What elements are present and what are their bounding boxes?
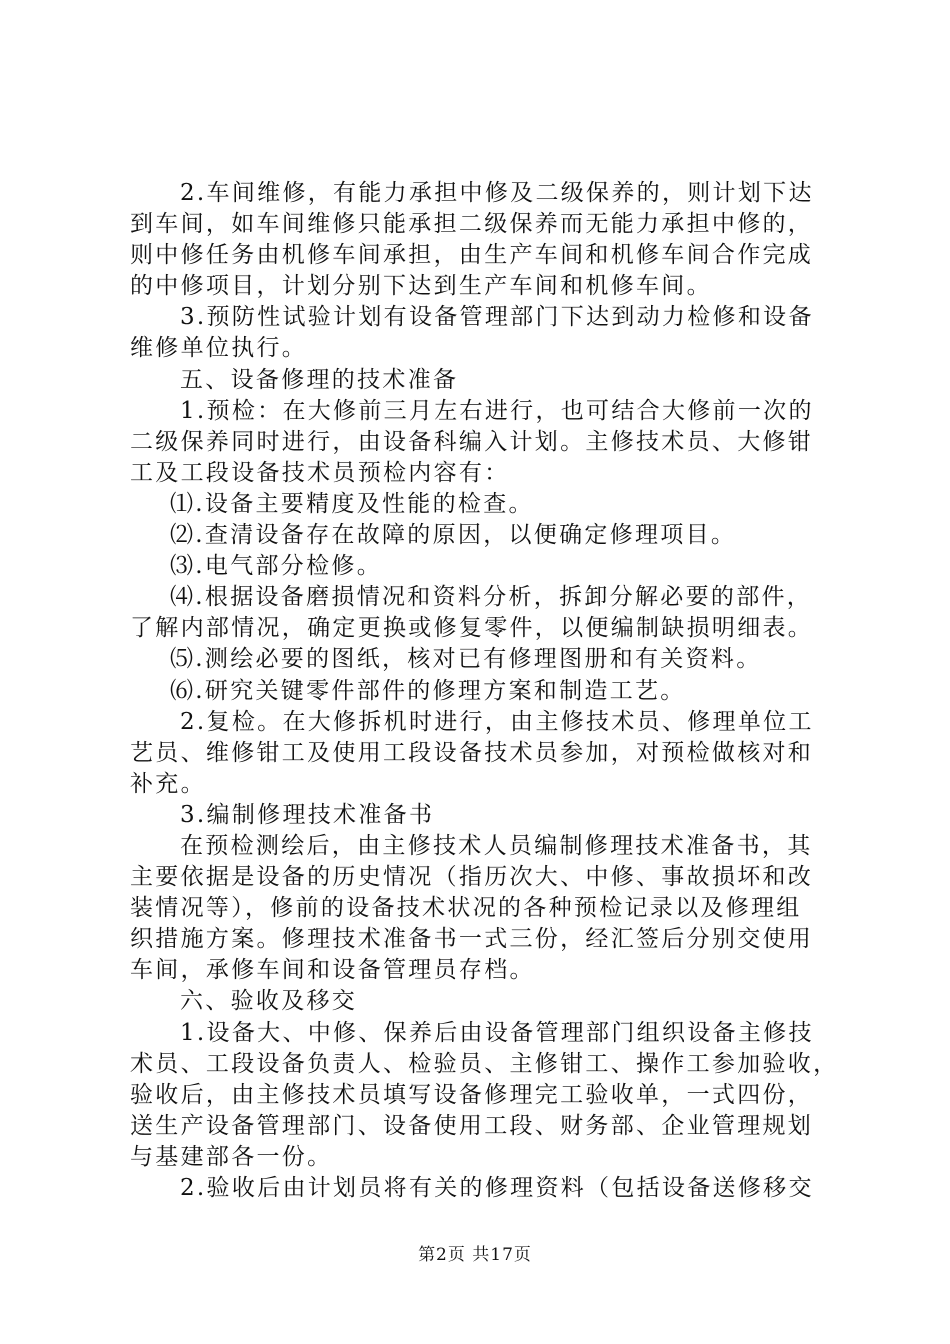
text-line: 2.车间维修，有能力承担中修及二级保养的，则计划下达 [180, 180, 814, 206]
subsection-heading: 3.编制修理技术准备书 [180, 801, 435, 828]
text-line: 维修单位执行。 [130, 335, 308, 362]
text-line: 装情况等），修前的设备技术状况的各种预检记录以及修理组 [130, 895, 802, 922]
text-line: 3.预防性试验计划有设备管理部门下达到动力检修和设备 [180, 304, 814, 331]
document-body [130, 178, 839, 1204]
text-line: 与基建部各一份。 [130, 1143, 333, 1170]
text-line: 到车间，如车间维修只能承担二级保养而无能力承担中修的， [130, 211, 814, 238]
text-line: 二级保养同时进行，由设备科编入计划。主修技术员、大修钳 [130, 428, 814, 455]
text-line: 2.验收后由计划员将有关的修理资料（包括设备送修移交 [180, 1175, 814, 1201]
text-line: 验收后，由主修技术员填写设备修理完工验收单，一式四份， [130, 1081, 814, 1108]
text-line: 2.复检。在大修拆机时进行，由主修技术员、修理单位工 [180, 708, 814, 735]
section-heading: 六、验收及移交 [180, 988, 358, 1015]
text-line: 在预检测绘后，由主修技术人员编制修理技术准备书，其 [180, 832, 813, 859]
text-line: 补充。 [130, 770, 206, 797]
list-item: ⑴.设备主要精度及性能的检查。 [170, 490, 534, 517]
text-line: 的中修项目，计划分别下达到生产车间和机修车间。 [130, 273, 712, 300]
list-item: ⑹.研究关键零件部件的修理方案和制造工艺。 [170, 677, 686, 704]
text-line: 则中修任务由机修车间承担，由生产车间和机修车间合作完成 [130, 242, 814, 269]
list-item: ⑷.根据设备磨损情况和资料分析，拆卸分解必要的部件， [170, 584, 813, 611]
list-item: ⑵.查清设备存在故障的原因，以便确定修理项目。 [170, 522, 737, 549]
text-line: 工及工段设备技术员预检内容有： [130, 459, 510, 486]
text-line: 艺员、维修钳工及使用工段设备技术员参加，对预检做核对和 [130, 739, 814, 766]
section-heading: 五、设备修理的技术准备 [180, 366, 459, 393]
list-item: ⑶.电气部分检修。 [170, 553, 383, 580]
text-line: 车间，承修车间和设备管理员存档。 [130, 957, 535, 984]
text-line: 术员、工段设备负责人、检验员、主修钳工、操作工参加验收， [130, 1050, 839, 1077]
text-line: 主要依据是设备的历史情况（指历次大、中修、事故损坏和改 [130, 864, 814, 891]
text-line: 了解内部情况，确定更换或修复零件，以便编制缺损明细表。 [130, 615, 814, 642]
text-line: 送生产设备管理部门、设备使用工段、财务部、企业管理规划 [130, 1112, 814, 1139]
text-line: 1.预检：在大修前三月左右进行，也可结合大修前一次的 [180, 397, 814, 424]
text-line: 1.设备大、中修、保养后由设备管理部门组织设备主修技 [180, 1019, 814, 1046]
text-line: 织措施方案。修理技术准备书一式三份，经汇签后分别交使用 [130, 926, 814, 953]
list-item: ⑸.测绘必要的图纸，核对已有修理图册和有关资料。 [170, 646, 762, 673]
page-footer: 第2页 共17页 [418, 1245, 532, 1265]
